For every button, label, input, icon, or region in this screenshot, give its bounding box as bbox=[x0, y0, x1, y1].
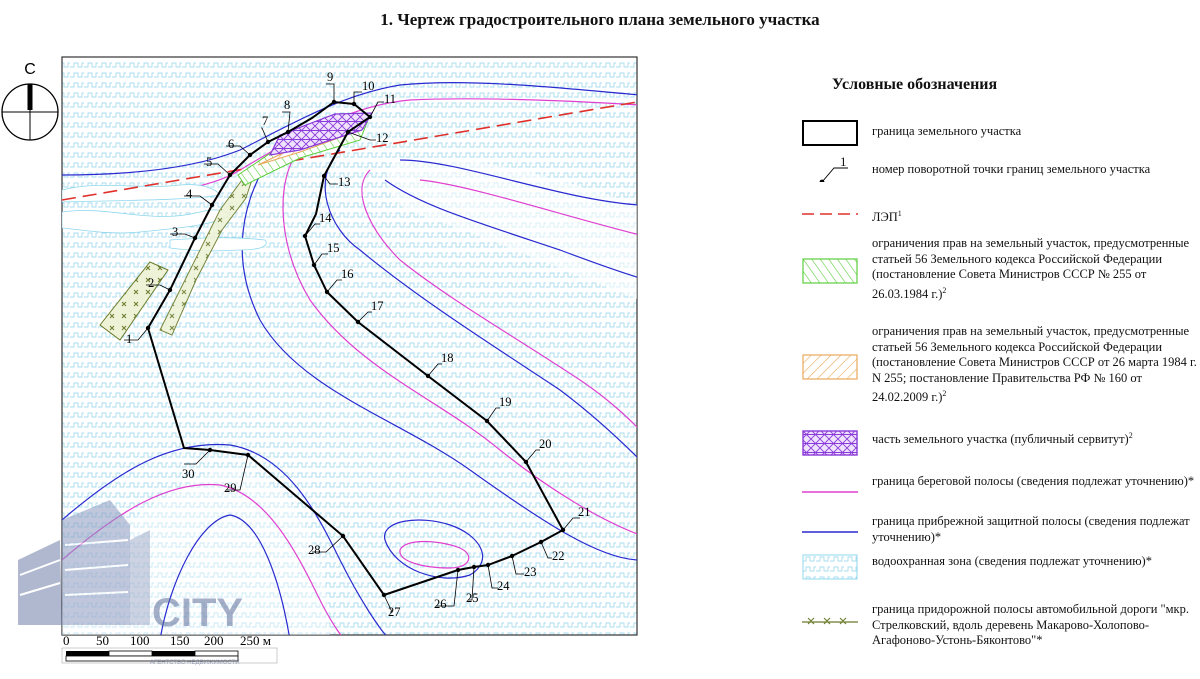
point-label: 4 bbox=[186, 187, 193, 201]
north-arrow bbox=[2, 61, 58, 140]
water-zone-swatch bbox=[802, 554, 858, 580]
point-label: 18 bbox=[441, 351, 454, 365]
legend-point-number: 1 bbox=[840, 154, 847, 169]
point-label: 28 bbox=[308, 543, 321, 557]
legend-text: граница земельного участка bbox=[872, 124, 1022, 138]
point-label: 17 bbox=[371, 299, 384, 313]
point-label: 21 bbox=[578, 505, 591, 519]
legend-sup: 2 bbox=[942, 285, 947, 295]
legend-text: граница береговой полосы (сведения подлежат уточнению)* bbox=[872, 474, 1195, 488]
legend-text: ограничения прав на земельный участок, предусмотренные статьей 56 Земельного кодекса Российской Федерации (постановление Совета Министров СССР от 26 марта 1984 г. N 255; постановление Правительства РФ № 160 от 24.02.2009 г.) bbox=[872, 324, 1197, 405]
power-line-swatch bbox=[802, 204, 858, 230]
scale-tick-label: 250 м bbox=[240, 633, 271, 648]
legend-text: граница придорожной полосы автомобильной дороги "мкр. Стрелковский, вдоль деревень Макарово-Холопово-Агафоново-Устонь-Бяконтово"* bbox=[872, 602, 1189, 647]
point-label: 13 bbox=[338, 175, 351, 189]
legend-title: Условные обозначения bbox=[832, 76, 998, 93]
buffer-line-swatch bbox=[802, 522, 858, 548]
legend-text: часть земельного участка (публичный сервитут) bbox=[872, 432, 1129, 447]
servitude-swatch bbox=[802, 430, 858, 456]
scale-tick-label: 200 bbox=[204, 633, 224, 648]
point-label: 29 bbox=[224, 481, 237, 495]
legend-text: граница прибрежной защитной полосы (сведения подлежат уточнению)* bbox=[872, 514, 1190, 544]
point-label: 6 bbox=[228, 137, 235, 151]
point-label: 1 bbox=[126, 332, 133, 346]
point-label: 10 bbox=[362, 79, 375, 93]
point-label: 16 bbox=[341, 267, 354, 281]
scale-tick-label: 50 bbox=[96, 633, 109, 648]
point-label: 30 bbox=[182, 467, 195, 481]
north-label: С bbox=[24, 61, 36, 78]
orange-hatch-swatch bbox=[802, 354, 858, 380]
page-title: 1. Чертеж градостроительного плана земельного участка bbox=[380, 10, 820, 29]
point-label: 11 bbox=[384, 92, 397, 106]
point-label: 15 bbox=[327, 241, 340, 255]
legend-sup: 2 bbox=[1128, 431, 1133, 440]
shore-line-swatch bbox=[802, 482, 858, 508]
point-label: 24 bbox=[497, 579, 510, 593]
point-label: 23 bbox=[524, 565, 537, 579]
point-label: 8 bbox=[284, 98, 291, 112]
point-label: 19 bbox=[499, 395, 512, 409]
legend-text: ЛЭП bbox=[872, 210, 898, 225]
scale-bar bbox=[62, 633, 277, 663]
legend-sup: 1 bbox=[897, 209, 902, 218]
point-label: 20 bbox=[539, 437, 552, 451]
point-label: 12 bbox=[376, 131, 389, 145]
green-hatch-swatch bbox=[802, 258, 858, 284]
legend-sup: 2 bbox=[942, 389, 947, 398]
rivulet-3 bbox=[170, 238, 266, 251]
legend-text: номер поворотной точки границ земельного участка bbox=[872, 162, 1151, 176]
scale-tick-label: 0 bbox=[63, 633, 70, 648]
point-label: 25 bbox=[466, 591, 479, 605]
point-label: 7 bbox=[262, 114, 269, 128]
point-label: 22 bbox=[552, 549, 565, 563]
watermark-text: CITY bbox=[152, 591, 244, 635]
point-label: 27 bbox=[388, 605, 401, 619]
point-label: 26 bbox=[434, 597, 447, 611]
scale-tick-label: 150 bbox=[170, 633, 190, 648]
road-strip-swatch bbox=[802, 612, 858, 638]
watermark-subtext: АГЕНТСТВО НЕДВИЖИМОСТИ bbox=[150, 660, 240, 666]
point-label: 3 bbox=[172, 225, 179, 239]
legend-text: водоохранная зона (сведения подлежат уточнению)* bbox=[872, 554, 1152, 568]
point-label: 9 bbox=[327, 70, 334, 84]
scale-tick-label: 100 bbox=[130, 633, 150, 648]
legend-text: ограничения прав на земельный участок, предусмотренные статьей 56 Земельного кодекса Российской Федерации (постановление Совета Министров СССР № 255 от 26.03.1984 г.) bbox=[872, 236, 1190, 301]
point-label: 14 bbox=[319, 211, 332, 225]
boundary-swatch bbox=[802, 120, 858, 146]
point-label: 5 bbox=[206, 155, 213, 169]
turning-point-swatch bbox=[802, 156, 858, 182]
point-label: 2 bbox=[148, 276, 155, 290]
